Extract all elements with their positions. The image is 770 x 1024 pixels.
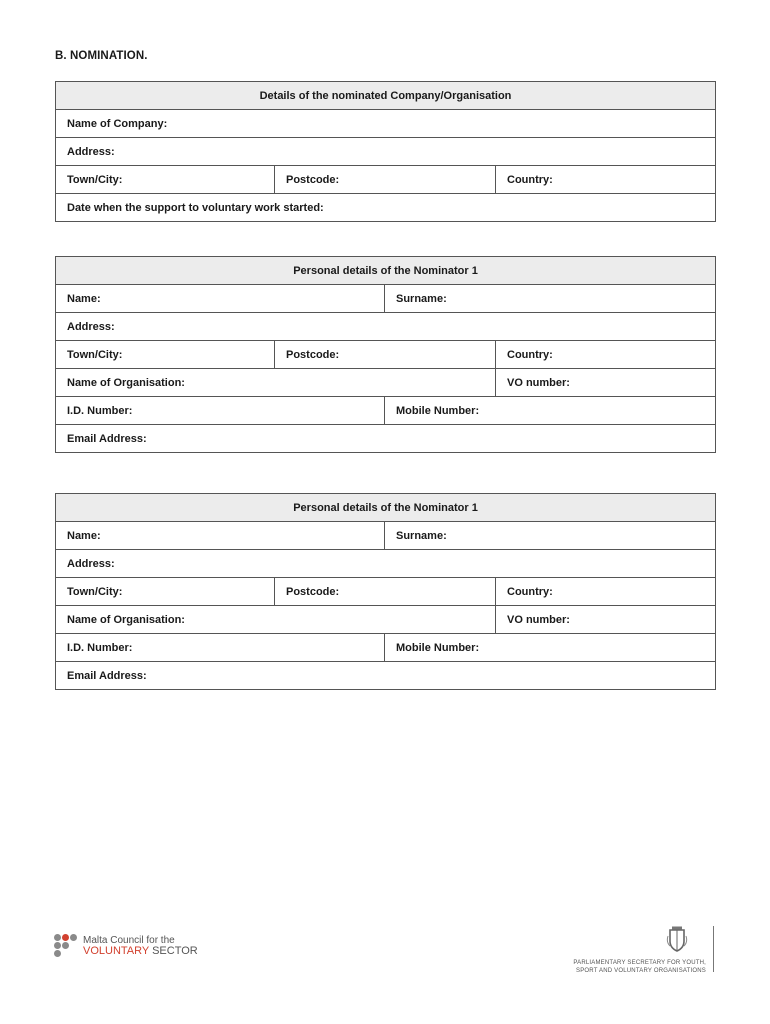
nominator-id-number-field[interactable]: I.D. Number: [56, 397, 385, 425]
company-country-field[interactable]: Country: [496, 166, 716, 194]
nominator-name-field[interactable]: Name: [56, 285, 385, 313]
nominator-postcode-field[interactable]: Postcode: [275, 578, 496, 606]
mcvs-logo [54, 934, 198, 957]
logo-dot [62, 950, 69, 957]
logo-dot [54, 934, 61, 941]
company-town-field[interactable]: Town/City: [56, 166, 275, 194]
nominator-address-field[interactable]: Address: [56, 550, 716, 578]
logo-dot [70, 942, 77, 949]
nominator-header: Personal details of the Nominator 1 [56, 257, 716, 285]
company-name-field[interactable]: Name of Company: [56, 110, 716, 138]
dots-logo-icon [54, 934, 77, 957]
logo-dot [62, 934, 69, 941]
logo-dot [70, 950, 77, 957]
divider [713, 926, 714, 972]
nominator-organisation-field[interactable]: Name of Organisation: [56, 369, 496, 397]
nominator-1-table [55, 256, 716, 453]
nominator-mobile-field[interactable]: Mobile Number: [385, 634, 716, 662]
company-address-field[interactable]: Address: [56, 138, 716, 166]
nominator-country-field[interactable]: Country: [496, 578, 716, 606]
nominator-email-field[interactable]: Email Address: [56, 662, 716, 690]
nominator-surname-field[interactable]: Surname: [385, 285, 716, 313]
nominator-2-table [55, 493, 716, 690]
nominator-town-field[interactable]: Town/City: [56, 341, 275, 369]
nominator-mobile-field[interactable]: Mobile Number: [385, 397, 716, 425]
ministry-logo [504, 926, 714, 976]
ministry-line-1: PARLIAMENTARY SECRETARY FOR YOUTH, [573, 960, 706, 966]
nominator-name-field[interactable]: Name: [56, 522, 385, 550]
nominator-address-field[interactable]: Address: [56, 313, 716, 341]
logo-dot [70, 934, 77, 941]
logo-dot [54, 950, 61, 957]
nominator-id-number-field[interactable]: I.D. Number: [56, 634, 385, 662]
company-details-header: Details of the nominated Company/Organisation [56, 82, 716, 110]
logo-sector: SECTOR [149, 944, 198, 957]
ministry-text [506, 959, 706, 975]
nominator-email-field[interactable]: Email Address: [56, 425, 716, 453]
nominator-organisation-field[interactable]: Name of Organisation: [56, 606, 496, 634]
nominator-vo-number-field[interactable]: VO number: [496, 606, 716, 634]
logo-voluntary: VOLUNTARY [83, 944, 150, 957]
logo-dot [62, 942, 69, 949]
nominator-country-field[interactable]: Country: [496, 341, 716, 369]
malta-crest-icon [666, 926, 688, 952]
section-title: B. NOMINATION. [55, 50, 148, 62]
nominator-vo-number-field[interactable]: VO number: [496, 369, 716, 397]
logo-text [83, 935, 198, 957]
ministry-line-2: SPORT AND VOLUNTARY ORGANISATIONS [576, 968, 706, 974]
company-postcode-field[interactable]: Postcode: [275, 166, 496, 194]
nominator-postcode-field[interactable]: Postcode: [275, 341, 496, 369]
logo-dot [54, 942, 61, 949]
logo-line-1: Malta Council for the [83, 934, 175, 946]
nominator-surname-field[interactable]: Surname: [385, 522, 716, 550]
nominator-town-field[interactable]: Town/City: [56, 578, 275, 606]
nominator-header: Personal details of the Nominator 1 [56, 494, 716, 522]
support-start-date-field[interactable]: Date when the support to voluntary work started: [56, 194, 716, 222]
company-details-table [55, 81, 716, 222]
